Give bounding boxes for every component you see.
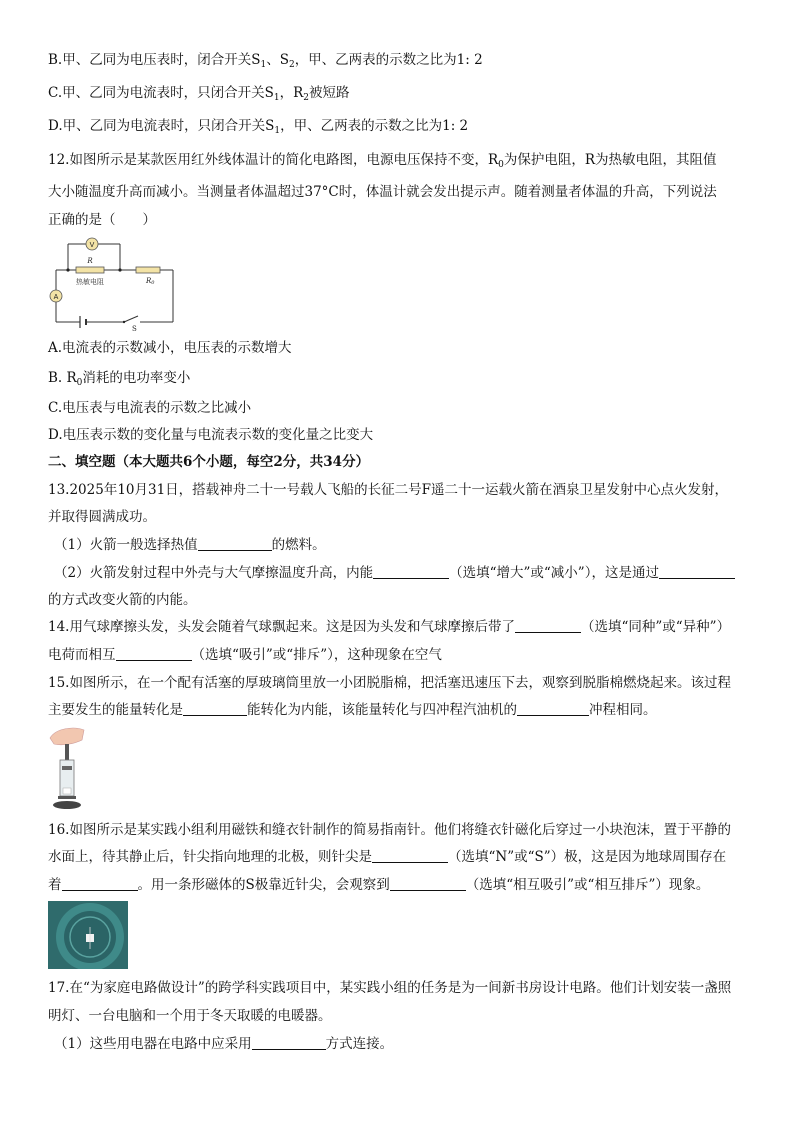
text: 14.用气球摩擦头发，头发会随着气球飘起来。这是因为头发和气球摩擦后带了	[48, 619, 515, 635]
cotton-wool	[63, 788, 71, 794]
text: 电荷而相互	[48, 647, 116, 663]
subscript: 0	[76, 378, 83, 388]
text: （选填“N”或“S”）极，这是因为地球周围存在	[448, 849, 727, 865]
text: （选填“增大”或“减小”），这是通过	[449, 565, 659, 581]
r0-symbol	[145, 277, 155, 286]
switch-label: S	[132, 325, 137, 332]
subscript: 2	[288, 60, 295, 70]
answer-blank[interactable]	[198, 536, 272, 551]
text: 能转化为内能，该能量转化与四冲程汽油机的	[247, 702, 517, 718]
q15-stem-line1: 15.如图所示，在一个配有活塞的厚玻璃筒里放一小团脱脂棉，把活塞迅速压下去，观察到脱脂棉燃烧起来。该过程	[48, 675, 731, 691]
q13-stem-line1: 13.2025年10月31日，搭载神舟二十一号载人飞船的长征二号F遥二十一运载火箭在酒泉卫星发射中心点火发射，	[48, 482, 729, 498]
answer-blank[interactable]	[372, 848, 448, 863]
text: 冲程相同。	[589, 702, 657, 718]
text: D.甲、乙同为电流表时，只闭合开关S	[48, 118, 275, 134]
answer-blank[interactable]	[116, 646, 192, 661]
q12-option-a: A.电流表的示数减小，电压表的示数增大	[48, 340, 292, 356]
text: （选填“吸引”或“排斥”），这种现象在空气	[191, 647, 442, 663]
thermometer-circuit-diagram	[46, 236, 182, 332]
text: （2）火箭发射过程中外壳与大气摩擦温度升高，内能	[54, 565, 374, 581]
answer-blank[interactable]	[373, 564, 449, 579]
r0-letter: R	[146, 277, 152, 285]
simple-compass-photo	[48, 901, 128, 969]
section-heading: 二、填空题（本大题共6个小题，每空2分，共34分）	[48, 454, 370, 470]
text: 水面上，待其静止后，针尖指向地理的北极，则针尖是	[48, 849, 372, 865]
text: 的燃料。	[271, 537, 326, 553]
q14-line2	[48, 645, 442, 665]
text: C.甲、乙同为电流表时，只闭合开关S	[48, 85, 274, 101]
q12-option-b	[48, 368, 190, 393]
text: 、S	[266, 52, 289, 68]
ammeter-label: A	[53, 294, 59, 301]
answer-blank[interactable]	[659, 564, 735, 579]
piston-rod	[65, 744, 69, 760]
q12-option-d: D.电压表示数的变化量与电流表示数的变化量之比变大	[48, 427, 374, 443]
q11-option-c	[48, 83, 350, 108]
q14-line1	[48, 617, 730, 637]
thermistor-label: 热敏电阻	[76, 278, 104, 286]
voltmeter-label: V	[89, 242, 95, 249]
thermistor-symbol: R	[87, 257, 93, 265]
answer-blank[interactable]	[252, 1035, 326, 1050]
text: ，甲、乙两表的示数之比为1: 2	[294, 52, 483, 68]
answer-blank[interactable]	[62, 876, 138, 891]
text: ，甲、乙两表的示数之比为1: 2	[280, 118, 469, 134]
thermistor-r	[76, 267, 104, 273]
q13-part2-cont: 的方式改变火箭的内能。	[48, 592, 197, 608]
q13-part2	[54, 563, 735, 583]
answer-blank[interactable]	[390, 876, 466, 891]
q12-option-c: C.电压表与电流表的示数之比减小	[48, 400, 252, 416]
text: 12.如图所示是某款医用红外线体温计的简化电路图，电源电压保持不变，R	[48, 152, 499, 168]
q17-stem-line1: 17.在“为家庭电路做设计”的跨学科实践项目中，某实践小组的任务是为一间新书房设计电路。他们计划安装一盏照	[48, 980, 732, 996]
subscript: 1	[274, 126, 281, 136]
q13-stem-line2: 并取得圆满成功。	[48, 509, 156, 525]
text: 方式连接。	[325, 1036, 394, 1052]
switch-pivot	[123, 321, 125, 323]
q12-stem-line3: 正确的是（ ）	[48, 212, 156, 228]
piston-head	[62, 766, 72, 770]
text: （选填“同种”或“异种”）	[580, 619, 731, 635]
q12-stem-line2: 大小随温度升高而减小。当测量者体温超过37°C时，体温计就会发出提示声。随着测量者体温的升高，下列说法	[48, 184, 717, 200]
text: ，R	[279, 85, 304, 101]
tube-base	[58, 796, 76, 799]
text: B. R	[48, 370, 77, 386]
stand-base	[53, 801, 81, 809]
answer-blank[interactable]	[183, 701, 247, 716]
junction-dot	[66, 268, 69, 271]
text: 被短路	[309, 85, 350, 101]
q11-option-d	[48, 116, 468, 141]
subscript: 2	[303, 93, 310, 103]
text: （1）火箭一般选择热值	[54, 537, 198, 553]
q11-option-b	[48, 50, 483, 75]
r0-subscript: 0	[151, 280, 155, 286]
answer-blank[interactable]	[517, 701, 589, 716]
text: 主要发生的能量转化是	[48, 702, 183, 718]
subscript: 1	[260, 60, 267, 70]
answer-blank[interactable]	[515, 618, 581, 633]
hand-icon	[50, 728, 84, 745]
glass-cylinder-piston-figure	[48, 726, 86, 812]
text: 为保护电阻，R为热敏电阻，其阻值	[503, 152, 717, 168]
q13-part1	[54, 535, 326, 555]
subscript: 0	[498, 160, 504, 170]
switch-blade	[124, 316, 138, 322]
text: B.甲、乙同为电压表时，闭合开关S	[48, 52, 261, 68]
text: 消耗的电功率变小	[82, 370, 191, 386]
q17-part1	[54, 1034, 393, 1054]
q16-stem-line1: 16.如图所示是某实践小组利用磁铁和缝衣针制作的简易指南针。他们将缝衣针磁化后穿过一小块泡沫，置于平静的	[48, 822, 731, 838]
q12-stem-line1	[48, 150, 717, 175]
text: （1）这些用电器在电路中应采用	[54, 1036, 252, 1052]
protective-resistor-r0	[136, 267, 160, 273]
text: 。用一条形磁体的S极靠近针尖，会观察到	[137, 877, 390, 893]
text: 着	[48, 877, 62, 893]
junction-dot	[118, 268, 121, 271]
subscript: 1	[273, 93, 280, 103]
q16-stem-line3	[48, 875, 709, 895]
q15-stem-line2	[48, 700, 657, 720]
q16-stem-line2	[48, 847, 726, 867]
text: （选填“相互吸引”或“相互排斥”）现象。	[465, 877, 710, 893]
q17-stem-line2: 明灯、一台电脑和一个用于冬天取暖的电暖器。	[48, 1008, 332, 1024]
